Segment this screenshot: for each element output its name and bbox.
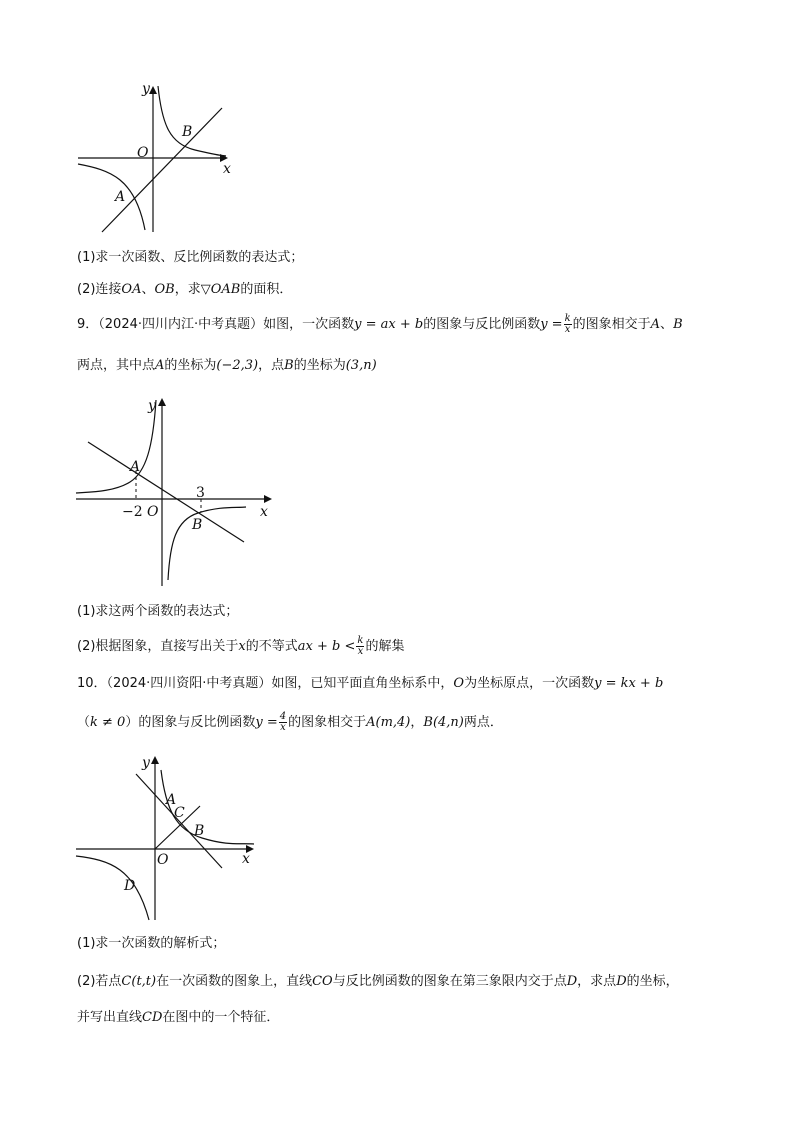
q10-line2-pre: （ <box>77 715 91 730</box>
q9-mid1: 的图象与反比例函数 <box>423 317 541 332</box>
q10-part2-mid3: ，求点 <box>577 974 617 989</box>
q9-intro-text: 9．（2024·四川内江·中考真题）如图，一次函数 <box>77 317 355 332</box>
q10-point-d-ref: D <box>616 974 627 989</box>
q10-part3 <box>77 1008 279 1028</box>
q9-ineq-fraction <box>356 636 364 657</box>
tick-3: 3 <box>196 485 205 501</box>
y-axis-arrow-icon <box>158 398 166 406</box>
q9-linear-eq: y = ax + b <box>354 317 424 332</box>
point-a-label: A <box>166 792 177 808</box>
q9-var-x: x <box>238 639 246 654</box>
q8-part2-mid: ，求 <box>174 282 201 297</box>
q9-inequality: ax + b < <box>297 639 356 654</box>
figure-2-graph <box>70 392 280 592</box>
q9-mid2: 的图象相交于 <box>572 317 651 332</box>
q9-part2-pre: (2)根据图象，直接写出关于 <box>77 639 239 654</box>
point-a-label: A <box>115 189 126 205</box>
y-axis-label: y <box>142 81 150 97</box>
q10-condition: k ≠ 0 <box>90 715 126 730</box>
q10-part3-pre: 并写出直线 <box>77 1010 143 1025</box>
point-b-label: B <box>192 517 203 533</box>
q9-part1 <box>77 602 238 622</box>
q10-line2-mid: ）的图象与反比例函数 <box>125 715 256 730</box>
figure-3 <box>70 750 260 925</box>
q9-part2-mid: 的不等式 <box>245 639 298 654</box>
origin-label: O <box>147 504 159 520</box>
q9-coord-a: (−2,3) <box>216 358 259 373</box>
q10-mid1: 为坐标原点，一次函数 <box>464 676 595 691</box>
q10-part1-text: (1)求一次函数的解析式； <box>77 936 226 951</box>
q10-intro <box>77 674 663 694</box>
point-d-label: D <box>124 878 136 894</box>
q10-part1 <box>77 934 225 954</box>
hyperbola-branch-q3 <box>76 856 149 920</box>
q9-line2-pre: 两点，其中点 <box>77 358 156 373</box>
q10-sep: ， <box>410 715 424 730</box>
point-a-label: A <box>130 459 141 475</box>
point-b-label: B <box>194 823 205 839</box>
q10-point-d: D <box>566 974 578 989</box>
tick-neg-2: −2 <box>122 504 143 520</box>
q10-line2-mid2: 的图象相交于 <box>288 715 367 730</box>
q8-part2 <box>77 280 292 300</box>
segment-oa: OA <box>121 282 142 297</box>
q9-point-b: B <box>673 317 683 332</box>
q10-frac-den: x <box>280 722 286 733</box>
segment-ob: OB <box>154 282 175 297</box>
figure-3-graph <box>70 750 260 925</box>
q9-point-b-ref: B <box>284 358 294 373</box>
q10-coord-c: C(t,t) <box>121 974 157 989</box>
figure-1 <box>70 80 240 240</box>
x-axis-label: x <box>260 504 268 520</box>
q8-part2-post: 的面积． <box>240 282 293 297</box>
origin-label: O <box>157 852 169 868</box>
q8-part2-pre: (2)连接 <box>77 282 122 297</box>
q9-ineq-num: k <box>357 635 364 646</box>
q9-ineq-den: x <box>357 646 364 657</box>
q9-part1-text: (1)求这两个函数的表达式； <box>77 604 239 619</box>
q9-line2-mid: 的坐标为 <box>164 358 217 373</box>
q9-intro <box>77 314 683 335</box>
x-axis-label: x <box>223 161 231 177</box>
q9-fraction <box>564 314 572 335</box>
q10-inverse-eq-lhs: y = <box>255 715 278 730</box>
triangle-oab: ▽OAB <box>200 282 241 297</box>
y-axis-label: y <box>142 755 150 771</box>
x-axis-label: x <box>242 851 250 867</box>
q10-part3-post: 在图中的一个特征． <box>162 1010 280 1025</box>
y-axis-arrow-icon <box>151 756 159 764</box>
q10-line-co: CO <box>312 974 333 989</box>
q8-sep: 、 <box>141 282 155 297</box>
q9-part2-post: 的解集 <box>365 639 405 654</box>
q10-line-cd: CD <box>142 1010 163 1025</box>
q9-sep: 、 <box>660 317 674 332</box>
point-b-label: B <box>182 124 193 140</box>
q8-part1 <box>77 248 303 268</box>
q10-part2-pre: (2)若点 <box>77 974 122 989</box>
q10-frac-num: 4 <box>279 711 287 722</box>
q10-coord-b: B(4,n) <box>423 715 464 730</box>
x-axis-arrow-icon <box>264 495 272 503</box>
q10-line2 <box>77 712 503 733</box>
q10-coord-a: A(m,4) <box>366 715 411 730</box>
linear-function-line <box>102 108 222 232</box>
point-c-label: C <box>174 805 185 821</box>
q9-part2 <box>77 636 404 657</box>
q9-line2-mid3: 的坐标为 <box>293 358 346 373</box>
q10-part2-mid: 在一次函数的图象上，直线 <box>156 974 313 989</box>
q9-inverse-eq-lhs: y = <box>540 317 563 332</box>
q10-linear-eq: y = kx + b <box>594 676 664 691</box>
q9-frac-num: k <box>564 313 571 324</box>
linear-function-line <box>88 442 244 542</box>
q10-line2-post: 两点． <box>463 715 503 730</box>
q9-point-a: A <box>650 317 661 332</box>
q10-fraction <box>279 712 287 733</box>
y-axis-arrow-icon <box>149 86 157 94</box>
figure-2 <box>70 392 280 592</box>
q9-line2-mid2: ，点 <box>258 358 285 373</box>
q9-coord-b: (3,n) <box>345 358 377 373</box>
hyperbola-branch-q2 <box>76 400 156 493</box>
q9-point-a-ref: A <box>155 358 165 373</box>
q10-origin: O <box>453 676 465 691</box>
figure-1-graph <box>70 80 240 240</box>
hyperbola-branch-q1 <box>158 86 226 156</box>
q10-part2-post: 的坐标， <box>626 974 679 989</box>
q10-part2 <box>77 972 679 992</box>
q10-part2-mid2: 与反比例函数的图象在第三象限内交于点 <box>332 974 567 989</box>
origin-label: O <box>137 145 149 161</box>
q9-line2 <box>77 356 377 376</box>
q10-intro-text: 10．（2024·四川资阳·中考真题）如图，已知平面直角坐标系中， <box>77 676 454 691</box>
linear-function-line <box>136 774 222 868</box>
q8-part1-text: (1)求一次函数、反比例函数的表达式； <box>77 250 304 265</box>
y-axis-label: y <box>148 398 156 414</box>
q9-frac-den: x <box>564 324 571 335</box>
hyperbola-branch-q3 <box>78 164 145 230</box>
